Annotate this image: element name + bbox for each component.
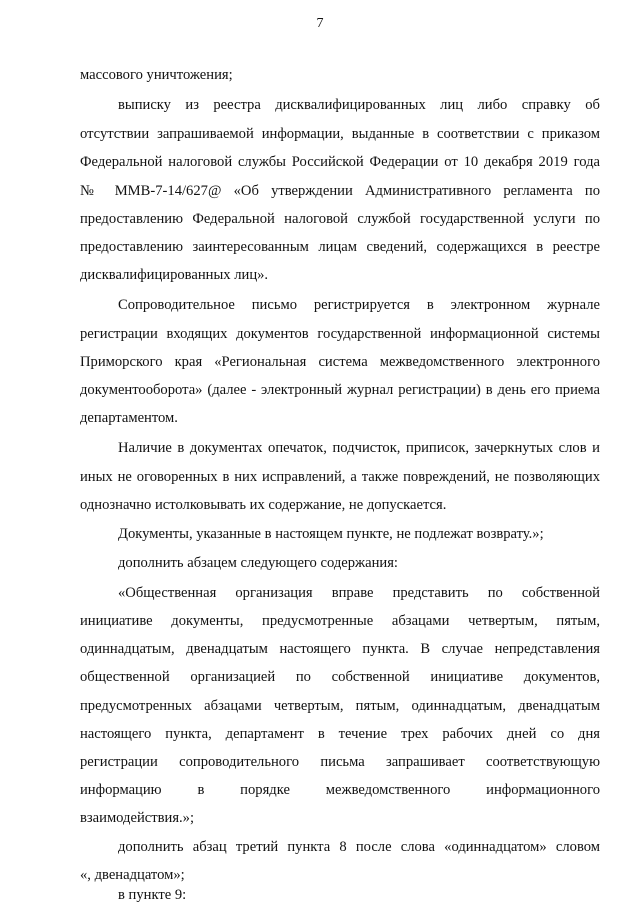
text-line: Федеральной налоговой службы Российской Федерации от 10 декабря 2019 года [80, 154, 600, 170]
text-line: дополнить абзацем следующего содержания: [118, 555, 398, 571]
text-line: массового уничтожения; [80, 67, 233, 83]
text-line: взаимодействия.»; [80, 810, 195, 826]
text-line: общественной организацией по собственной инициативе документов, [80, 669, 600, 685]
text-line: однозначно истолковывать их содержание, не допускается. [80, 497, 447, 513]
text-line: выписку из реестра дисквалифицированных лиц либо справку об [118, 97, 600, 113]
text-line: в пункте 9: [118, 887, 187, 903]
text-line: регистрации сопроводительного письма запрашивает соответствующую [80, 754, 600, 770]
text-line: департаментом. [80, 410, 178, 426]
text-line: Документы, указанные в настоящем пункте, не подлежат возврату.»; [118, 526, 544, 542]
text-line: Сопроводительное письмо регистрируется в электронном журнале [118, 297, 600, 313]
text-line: инициативе документы, предусмотренные абзацами четвертым, пятым, [80, 613, 600, 629]
text-line: дополнить абзац третий пункта 8 после слова «одиннадцатом» словом [118, 839, 600, 855]
text-line: «Общественная организация вправе представить по собственной [118, 585, 600, 601]
text-line: настоящего пункта, департамент в течение трех рабочих дней со дня [80, 726, 600, 742]
text-line: иных не оговоренных в них исправлений, а также повреждений, не позволяющих [80, 469, 600, 485]
text-line: предусмотренных абзацами четвертым, пятым, одиннадцатым, двенадцатым [80, 698, 600, 714]
text-line: документооборота» (далее - электронный журнал регистрации) в день его приема [80, 382, 600, 398]
text-line: предоставлению заинтересованным лицам сведений, содержащихся в реестре [80, 239, 600, 255]
text-line: Приморского края «Региональная система межведомственного электронного [80, 354, 600, 370]
text-line: Наличие в документах опечаток, подчисток, приписок, зачеркнутых слов и [118, 440, 600, 456]
text-line: одиннадцатым, двенадцатым настоящего пункта. В случае непредставления [80, 641, 600, 657]
text-line: № ММВ-7-14/627@ «Об утверждении Административного регламента по [80, 183, 600, 199]
text-line: предоставлению Федеральной налоговой службой государственной услуги по [80, 211, 600, 227]
text-line: регистрации входящих документов государственной информационной системы [80, 326, 600, 342]
text-line: отсутствии запрашиваемой информации, выданные в соответствии с приказом [80, 126, 600, 142]
text-line: информацию в порядке межведомственного информационного [80, 782, 600, 798]
text-line: «, двенадцатом»; [80, 867, 185, 883]
text-line: дисквалифицированных лиц». [80, 267, 269, 283]
page-number: 7 [316, 16, 324, 31]
